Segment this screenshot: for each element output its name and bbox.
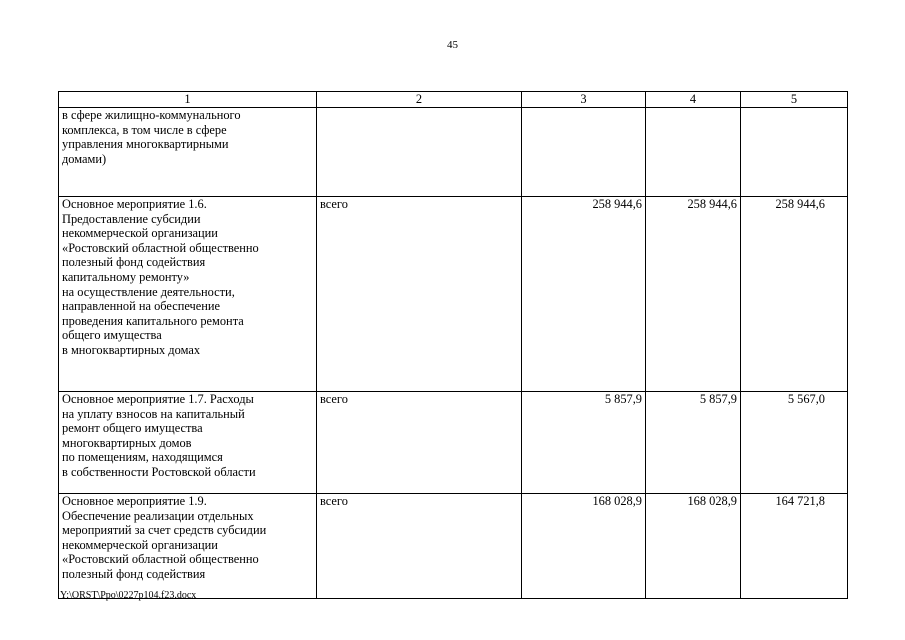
row-value-col4: 168 028,9 [646, 494, 741, 599]
table-row [59, 197, 848, 392]
column-header-4: 4 [646, 92, 741, 108]
table-row [59, 392, 848, 494]
row-value-col5: 258 944,6 [741, 197, 848, 392]
column-header-5: 5 [741, 92, 848, 108]
row-value-col3: 168 028,9 [522, 494, 646, 599]
row-description: Основное мероприятие 1.6. Предоставление субсидии некоммерческой организации «Ростовский областной общественно полезный фонд содействия капитальному ремонту» на осуществление деятельности, направленной на обеспечение проведения капитального ремонта общего имущества в многоквартирных домах [59, 197, 317, 392]
table-row [59, 494, 848, 599]
footer-file-path: Y:\ORST\Ppo\0227p104.f23.docx [60, 590, 197, 601]
row-value-col4: 258 944,6 [646, 197, 741, 392]
row-value-col5: 5 567,0 [741, 392, 848, 494]
row-funding-source [317, 108, 522, 197]
row-value-col5: 164 721,8 [741, 494, 848, 599]
row-funding-source: всего [317, 494, 522, 599]
column-header-1: 1 [59, 92, 317, 108]
row-value-col3: 5 857,9 [522, 392, 646, 494]
row-value-col3 [522, 108, 646, 197]
row-description: в сфере жилищно-коммунального комплекса, в том числе в сфере управления многоквартирными домами) [59, 108, 317, 197]
row-value-col4: 5 857,9 [646, 392, 741, 494]
row-value-col3: 258 944,6 [522, 197, 646, 392]
table-header-row [59, 92, 848, 108]
column-header-2: 2 [317, 92, 522, 108]
row-funding-source: всего [317, 197, 522, 392]
row-description: Основное мероприятие 1.9. Обеспечение реализации отдельных мероприятий за счет средств субсидии некоммерческой организации «Ростовский областной общественно полезный фонд содействия [59, 494, 317, 599]
column-header-3: 3 [522, 92, 646, 108]
row-description: Основное мероприятие 1.7. Расходы на уплату взносов на капитальный ремонт общего имущества многоквартирных домов по помещениям, находящимся в собственности Ростовской области [59, 392, 317, 494]
row-value-col4 [646, 108, 741, 197]
row-funding-source: всего [317, 392, 522, 494]
table-row [59, 108, 848, 197]
budget-table [58, 91, 848, 599]
page-number: 45 [447, 39, 458, 51]
row-value-col5 [741, 108, 848, 197]
